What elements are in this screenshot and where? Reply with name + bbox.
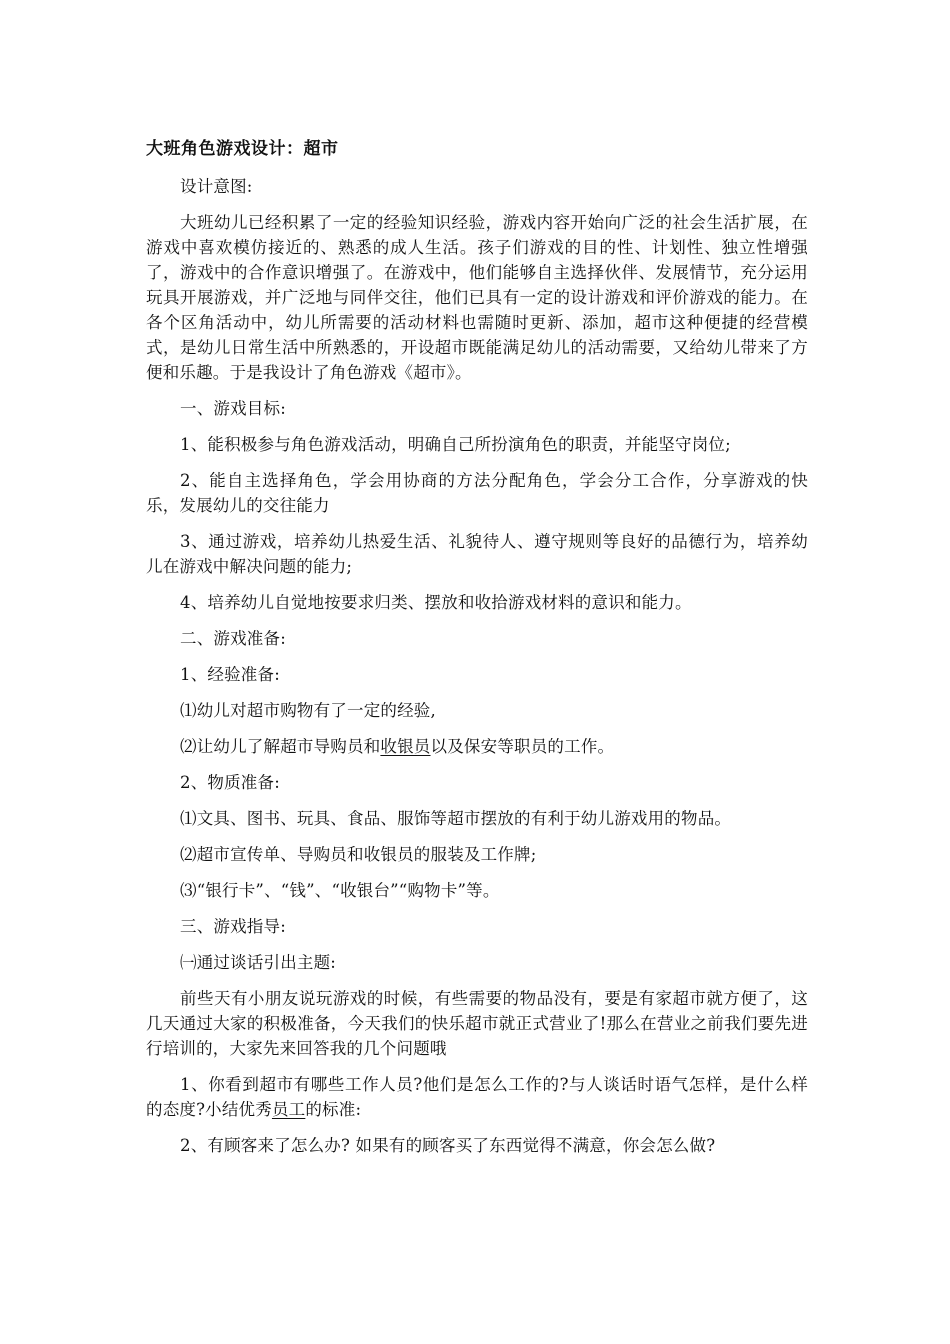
guidance-body: 前些天有小朋友说玩游戏的时候，有些需要的物品没有，要是有家超市就方便了，这几天通过大家的积极准备，今天我们的快乐超市就正式营业了!那么在营业之前我们要先进行培训的，大家先来回答我的几个问题哦 (146, 989, 808, 1058)
material-prep-heading: 2、物质准备: (180, 773, 280, 792)
experience-prep-item-2-text-b: 以及保安等职员的工作。 (430, 737, 615, 756)
section-preparation-heading: 二、游戏准备: (180, 629, 286, 648)
goal-item-4: 4、培养幼儿自觉地按要求归类、摆放和收拾游戏材料的意识和能力。 (180, 593, 692, 612)
employee-underlined-term: 员工 (271, 1100, 306, 1119)
question-1-text-b: 的标准: (305, 1100, 362, 1119)
design-intent-body: 大班幼儿已经积累了一定的经验知识经验，游戏内容开始向广泛的社会生活扩展，在游戏中喜欢模仿接近的、熟悉的成人生活。孩子们游戏的目的性、计划性、独立性增强了，游戏中的合作意识增强了。在游戏中，他们能够自主选择伙伴、发展情节，充分运用玩具开展游戏，并广泛地与同伴交往，他们已具有一定的设计游戏和评价游戏的能力。在各个区角活动中，幼儿所需要的活动材料也需随时更新、添加，超市这种便捷的经营模式，是幼儿日常生活中所熟悉的，开设超市既能满足幼儿的活动需要，又给幼儿带来了方便和乐趣。于是我设计了角色游戏《超市》。 (146, 213, 808, 382)
question-2: 2、有顾客来了怎么办? 如果有的顾客买了东西觉得不满意，你会怎么做? (180, 1136, 716, 1155)
document-title: 大班角色游戏设计：超市 (146, 139, 339, 159)
section-guidance-heading: 三、游戏指导: (180, 917, 286, 936)
question-1 (146, 1072, 808, 1122)
goal-item-1: 1、能积极参与角色游戏活动，明确自己所扮演角色的职责，并能坚守岗位; (180, 435, 731, 454)
question-1-text-a: 1、你看到超市有哪些工作人员?他们是怎么工作的?与人谈话时语气怎样，是什么样的态度?小结优秀 (146, 1075, 808, 1119)
material-prep-item-1: ⑴文具、图书、玩具、食品、服饰等超市摆放的有利于幼儿游戏用的物品。 (180, 809, 732, 828)
design-intent-heading: 设计意图: (180, 177, 253, 196)
guidance-subheading-1: ㈠通过谈话引出主题: (180, 953, 337, 972)
experience-prep-item-1: ⑴幼儿对超市购物有了一定的经验, (180, 701, 436, 720)
material-prep-item-2: ⑵超市宣传单、导购员和收银员的服装及工作牌; (180, 845, 537, 864)
goal-item-2: 2、能自主选择角色，学会用协商的方法分配角色，学会分工合作，分享游戏的快乐，发展幼儿的交往能力 (146, 471, 808, 515)
section-goals-heading: 一、游戏目标: (180, 399, 286, 418)
cashier-underlined-term: 收银员 (380, 737, 431, 756)
material-prep-item-3: ⑶“银行卡”、“钱”、“收银台”“购物卡”等。 (180, 881, 500, 900)
document-page (146, 136, 808, 1169)
goal-item-3: 3、通过游戏，培养幼儿热爱生活、礼貌待人、遵守规则等良好的品德行为，培养幼儿在游戏中解决问题的能力; (146, 532, 808, 576)
experience-prep-item-2 (146, 734, 808, 759)
experience-prep-heading: 1、经验准备: (180, 665, 280, 684)
experience-prep-item-2-text-a: ⑵让幼儿了解超市导购员和 (180, 737, 381, 756)
